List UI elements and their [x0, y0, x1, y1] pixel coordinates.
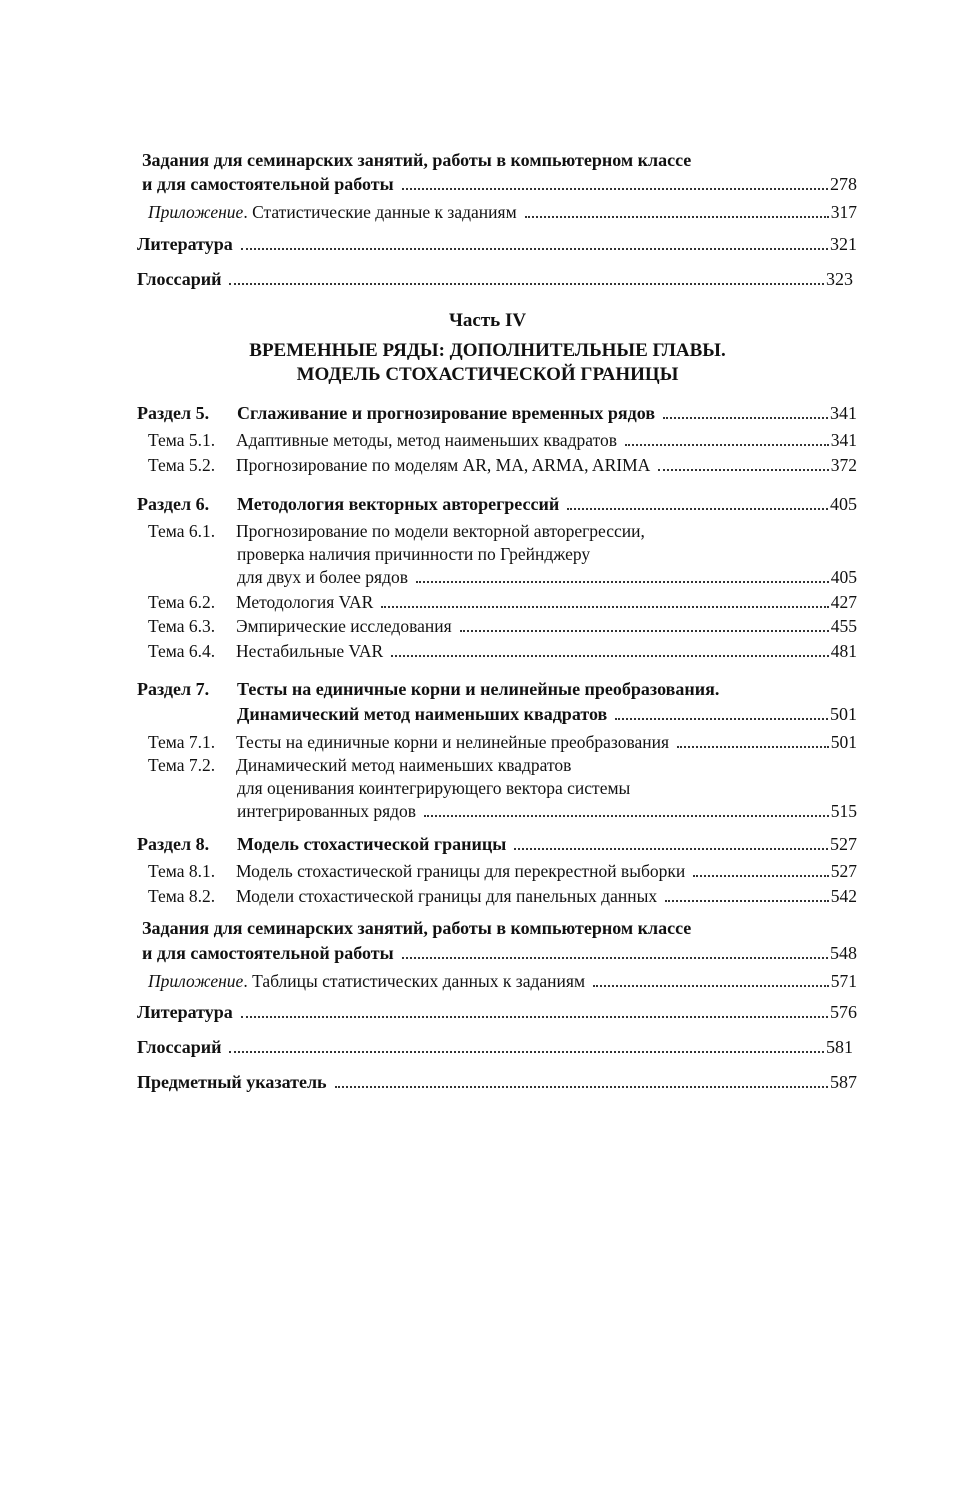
part-title-line1: ВРЕМЕННЫЕ РЯДЫ: ДОПОЛНИТЕЛЬНЫЕ ГЛАВЫ.: [249, 340, 726, 361]
toc-entry-glossary-top[interactable]: [137, 265, 853, 289]
entry-title: Задания для семинарских занятий, работы в компьютерном классе: [142, 918, 692, 938]
page-number: 571: [830, 971, 857, 991]
topic-title: Нестабильные VAR: [236, 641, 384, 661]
entry-title: Глоссарий: [137, 269, 222, 289]
page-number: 542: [830, 886, 857, 906]
toc-topic-8-2[interactable]: [148, 882, 857, 906]
topic-label: Тема 5.1.: [148, 430, 216, 450]
toc-topic-5-2[interactable]: [148, 451, 857, 475]
part-label: Часть IV: [448, 310, 527, 331]
toc-topic-6-1[interactable]: [237, 563, 857, 587]
leader-dots: [241, 1015, 828, 1018]
page-number: 372: [830, 455, 857, 475]
toc-section-5[interactable]: [137, 399, 857, 423]
topic-title: для оценивания коинтегрирующего вектора системы: [237, 778, 631, 798]
section-title: Тесты на единичные корни и нелинейные преобразования.: [237, 679, 720, 699]
page-number: 576: [830, 1002, 857, 1022]
topic-label: Тема 5.2.: [148, 455, 216, 475]
toc-topic-5-1[interactable]: [148, 426, 857, 450]
leader-dots: [335, 1085, 828, 1088]
section-title: Сглаживание и прогнозирование временных рядов: [237, 403, 656, 423]
page-number: 501: [830, 704, 857, 724]
topic-title: Адаптивные методы, метод наименьших квадратов: [236, 430, 618, 450]
toc-topic-6-3[interactable]: [148, 612, 857, 636]
section-title: Динамический метод наименьших квадратов: [237, 704, 608, 724]
toc-topic-7-1[interactable]: [148, 728, 857, 752]
leader-dots: [381, 605, 828, 608]
leader-dots: [665, 899, 829, 902]
leader-dots: [615, 717, 828, 720]
leader-dots: [663, 416, 828, 419]
page-number: 321: [830, 234, 857, 254]
page-number: 427: [830, 592, 857, 612]
page-number: 405: [830, 567, 857, 587]
topic-label: Тема 8.1.: [148, 861, 216, 881]
page-number: 587: [830, 1072, 857, 1092]
leader-dots: [525, 215, 829, 218]
topic-title: Модель стохастической границы для перекрестной выборки: [236, 861, 686, 881]
toc-entry-appendix-bottom[interactable]: [148, 967, 857, 991]
section-label: Раздел 8.: [137, 834, 210, 854]
toc-entry-literature-top[interactable]: [137, 230, 857, 254]
leader-dots: [391, 654, 829, 657]
topic-title: Модели стохастической границы для панельных данных: [236, 886, 658, 906]
entry-title: Литература: [137, 1002, 233, 1022]
topic-title: проверка наличия причинности по Грейнджеру: [237, 544, 591, 564]
toc-topic-7-2-line1[interactable]: [148, 751, 857, 775]
toc-entry-appendix-top[interactable]: [148, 198, 857, 222]
leader-dots: [693, 874, 829, 877]
toc-entry-literature-bottom[interactable]: [137, 998, 857, 1022]
toc-entry-tasks-top[interactable]: [142, 170, 857, 194]
topic-label: Тема 6.2.: [148, 592, 216, 612]
page-number: 527: [830, 861, 857, 881]
leader-dots: [229, 1050, 824, 1053]
entry-title: Задания для семинарских занятий, работы в компьютерном классе: [142, 150, 692, 170]
page-number: 341: [830, 430, 857, 450]
topic-label: Тема 6.1.: [148, 521, 216, 541]
toc-topic-6-1-line1[interactable]: [148, 517, 857, 541]
page-number: 548: [830, 943, 857, 963]
topic-title: для двух и более рядов: [237, 567, 409, 587]
section-title: Модель стохастической границы: [237, 834, 507, 854]
page-number: 317: [830, 202, 857, 222]
leader-dots: [460, 629, 829, 632]
leader-dots: [567, 507, 828, 510]
toc-entry-glossary-bottom[interactable]: [137, 1033, 853, 1057]
page-number: 455: [830, 616, 857, 636]
leader-dots: [658, 468, 828, 471]
entry-title: Глоссарий: [137, 1037, 222, 1057]
entry-title: и для самостоятельной работы: [142, 943, 394, 963]
entry-title: Предметный указатель: [137, 1072, 327, 1092]
section-label: Раздел 5.: [137, 403, 210, 423]
page-number: 405: [830, 494, 857, 514]
toc-entry-index[interactable]: [137, 1068, 857, 1092]
page-number: 501: [830, 732, 857, 752]
toc-topic-6-1-line2: [237, 540, 857, 564]
section-title: Методология векторных авторегрессий: [237, 494, 560, 514]
topic-title: Прогнозирование по моделям AR, MA, ARMA, ARIMA: [236, 455, 651, 475]
page-number: 527: [830, 834, 857, 854]
topic-title: Прогнозирование по модели векторной авторегрессии,: [236, 521, 645, 541]
toc-topic-7-2-line2: [237, 774, 857, 798]
entry-title: и для самостоятельной работы: [142, 174, 394, 194]
topic-title: Эмпирические исследования: [236, 616, 452, 636]
page-number: 581: [826, 1037, 853, 1057]
entry-title: . Таблицы статистических данных к заданиям: [243, 971, 586, 991]
topic-label: Тема 8.2.: [148, 886, 216, 906]
page-number: 515: [830, 801, 857, 821]
section-label: Раздел 7.: [137, 679, 210, 699]
leader-dots: [416, 580, 829, 583]
entry-title: . Статистические данные к заданиям: [243, 202, 517, 222]
topic-title: Тесты на единичные корни и нелинейные преобразования: [236, 732, 670, 752]
page-number: 481: [830, 641, 857, 661]
toc-entry-tasks-bottom-line1[interactable]: [142, 914, 857, 938]
toc-topic-7-2[interactable]: [237, 797, 857, 821]
topic-title: Динамический метод наименьших квадратов: [236, 755, 572, 775]
leader-dots: [625, 443, 829, 446]
toc-section-7-line1[interactable]: [137, 675, 857, 699]
topic-label: Тема 7.2.: [148, 755, 216, 775]
leader-dots: [402, 956, 828, 959]
part-title-line2: МОДЕЛЬ СТОХАСТИЧЕСКОЙ ГРАНИЦЫ: [296, 364, 679, 385]
toc-entry-tasks-top-line1[interactable]: [142, 146, 857, 170]
page-number: 278: [830, 174, 857, 194]
leader-dots: [424, 814, 829, 817]
section-label: Раздел 6.: [137, 494, 210, 514]
leader-dots: [241, 247, 828, 250]
leader-dots: [593, 984, 829, 987]
topic-title: Методология VAR: [236, 592, 374, 612]
toc-entry-tasks-bottom[interactable]: [142, 939, 857, 963]
toc-section-6[interactable]: [137, 490, 857, 514]
leader-dots: [677, 745, 829, 748]
leader-dots: [402, 187, 828, 190]
entry-title: Литература: [137, 234, 233, 254]
topic-label: Тема 7.1.: [148, 732, 216, 752]
topic-title: интегрированных рядов: [237, 801, 417, 821]
toc-topic-8-1[interactable]: [148, 857, 857, 881]
leader-dots: [514, 847, 828, 850]
topic-label: Тема 6.3.: [148, 616, 216, 636]
toc-topic-6-4[interactable]: [148, 637, 857, 661]
toc-section-7[interactable]: [237, 700, 857, 724]
appendix-prefix: Приложение: [148, 202, 244, 222]
leader-dots: [229, 282, 824, 285]
toc-section-8[interactable]: [137, 830, 857, 854]
page-number: 323: [826, 269, 853, 289]
page-number: 341: [830, 403, 857, 423]
topic-label: Тема 6.4.: [148, 641, 216, 661]
appendix-prefix: Приложение: [148, 971, 244, 991]
toc-topic-6-2[interactable]: [148, 588, 857, 612]
